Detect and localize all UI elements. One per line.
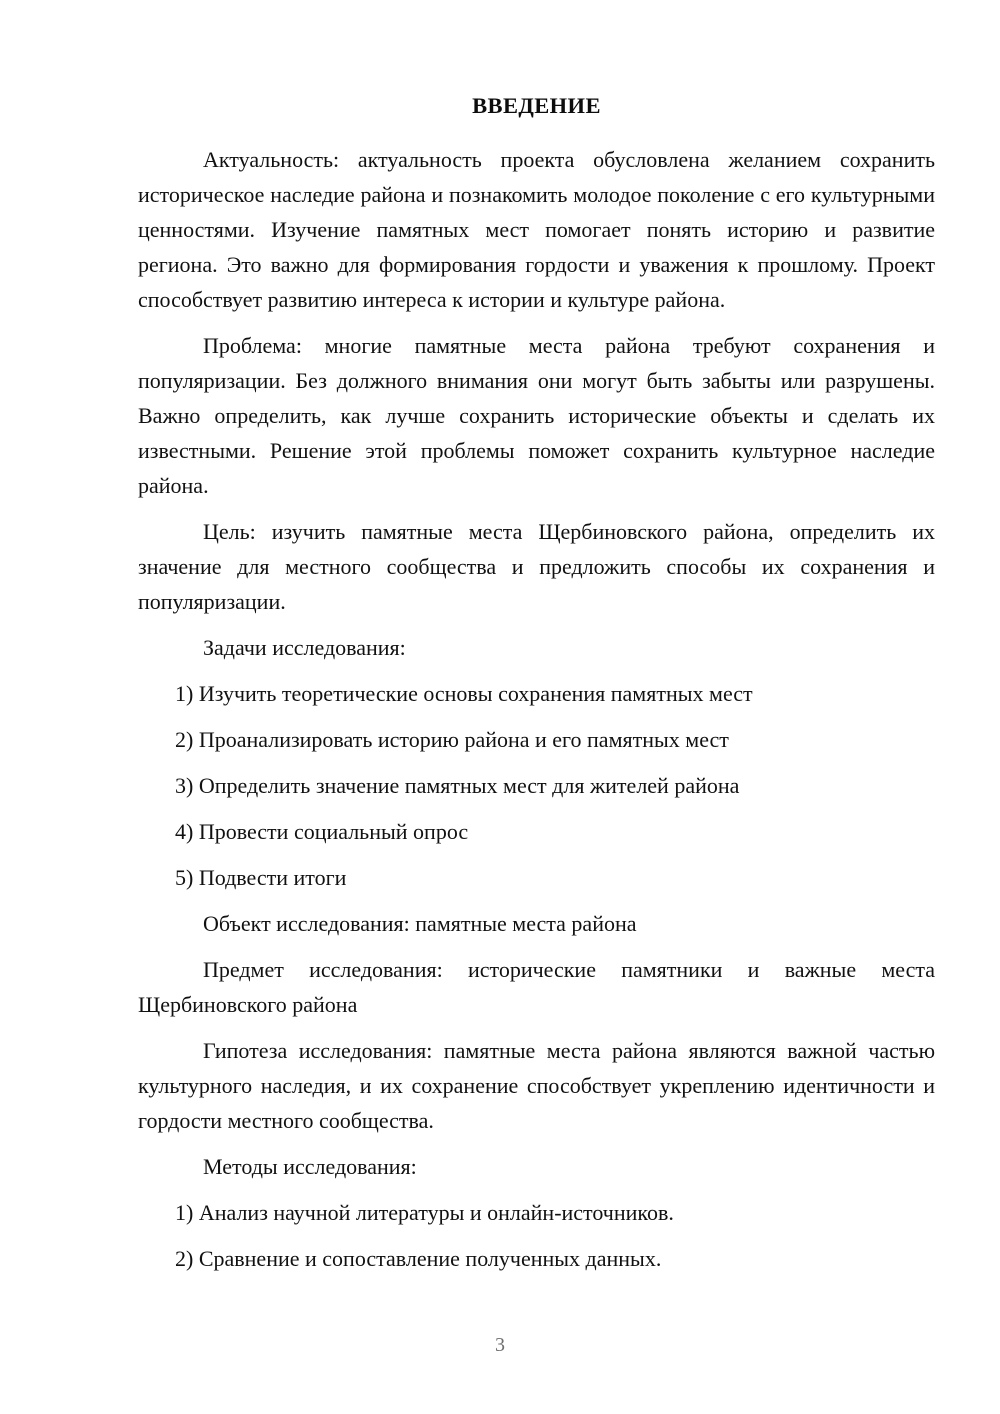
paragraph-goal: Цель: изучить памятные места Щербиновского района, определить их значение для местного сообщества и предложить способы их сохранения и популяризации. (138, 519, 935, 615)
heading-methods: Методы исследования: (203, 1154, 417, 1180)
list-item: 1) Анализ научной литературы и онлайн-источников. (175, 1200, 674, 1226)
list-item: 5) Подвести итоги (175, 865, 347, 891)
document-body (138, 142, 935, 1276)
page-title: ВВЕДЕНИЕ (472, 93, 601, 118)
list-item: 1) Изучить теоретические основы сохранения памятных мест (175, 681, 753, 707)
methods-list (138, 1195, 935, 1276)
paragraph-problem: Проблема: многие памятные места района требуют сохранения и популяризации. Без должного внимания они могут быть забыты или разрушены. Важно определить, как лучше сохранить исторические объекты и сделать их известными. Решение этой проблемы поможет сохранить культурное наследие района. (138, 333, 935, 499)
list-item: 3) Определить значение памятных мест для жителей района (175, 773, 740, 799)
heading-tasks: Задачи исследования: (203, 635, 406, 661)
paragraph-object: Объект исследования: памятные места района (203, 911, 637, 937)
page-number: 3 (495, 1334, 505, 1356)
list-item: 4) Провести социальный опрос (175, 819, 469, 845)
paragraph-relevance: Актуальность: актуальность проекта обусловлена желанием сохранить историческое наследие района и познакомить молодое поколение с его культурными ценностями. Изучение памятных мест помогает понять историю и развитие региона. Это важно для формирования гордости и уважения к прошлому. Проект способствует развитию интереса к истории и культуре района. (138, 147, 935, 313)
document-text-block (138, 0, 935, 1287)
list-item: 2) Сравнение и сопоставление полученных данных. (175, 1246, 662, 1272)
paragraph-subject: Предмет исследования: исторические памятники и важные места Щербиновского района (138, 957, 935, 1018)
paragraph-hypothesis: Гипотеза исследования: памятные места района являются важной частью культурного наследия, и их сохранение способствует укреплению идентичности и гордости местного сообщества. (138, 1038, 935, 1134)
list-item: 2) Проанализировать историю района и его памятных мест (175, 727, 729, 753)
tasks-list (138, 676, 935, 895)
